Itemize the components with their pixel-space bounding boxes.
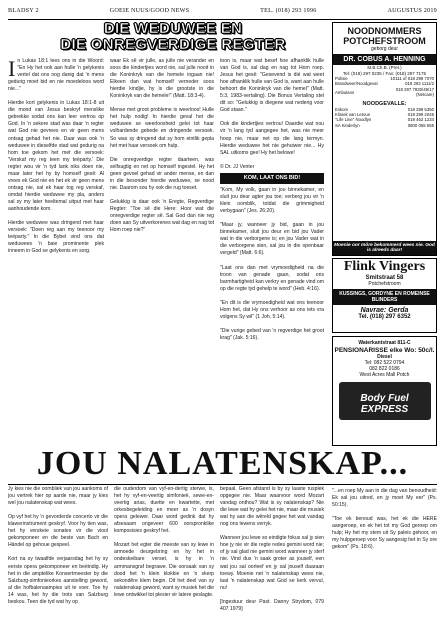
ad1-doctor-name: DR. COBUS A. HENNING bbox=[333, 54, 436, 65]
table-row: "Life Line" Noodlyn 018 462 1234 bbox=[335, 117, 434, 123]
paper-date: AUGUSTUS 2019 bbox=[387, 7, 437, 14]
article-column-1-text: n Lukas 18:1 lees ons in die Woord: "En Hy het ook aan hulle 'n gelykenis vertel dat ons nog danig dat 'n mens gedurig moet bid en nie moedeloos word nie..." Hierdie kort gelykenis in Lukas 18:1-8 uit die mond van Jesus beskryf menslike gebrekke sodat ons kan leer vertrou op God. In 'n sekere stad was daar 'n regter wat God nie gevrees en vir geen mens ontsag gehad het nie. Daar was ook 'n weduwee in dieselfde stad wat gedurig na hom toe gekom het met die versoek: 'Verskaf my reg teen my teëparty.' Die regter wou vir 'n tyd lank niks doen nie, maar later het hy by homself gesê: Al vrees ek God nie en het ek vir geen mens ontsag nie, sal ek haar tog reg verskaf, omdat hierdie weduwee my pla, anders sal sy my later heeltemal uitput met haar aanhoudende kom. Hierdie weduwee was dringend met haar versoek: "Doen reg aan my teenoor my teëparty." In die Bybel vind ons dat weduwees 'n baie prominente plek inneem in God se gelykenis en sorg. bbox=[8, 58, 104, 255]
body-fuel-logo bbox=[339, 382, 431, 420]
table-row: Polisie 10111 of 018 299 7070 bbox=[335, 76, 434, 81]
bottom-column-3-text: bepaal. Geen afstand is by sy laaste rusplek opgegee nie. Maar waarvoor word Mozart vandag onthou? Wat is sy nalatenskap? Nie die lewe wat hy gelei het nie, maar die musiek wat hy aan die wêreld gegee het wat vandag nog ons lewens verryk. Wanneer jou lewe so eindigte fokus sal jy sien hoe jy nie vir die regte redes gemini word nie; of jy sal glad nie gemini word wanneer jy sterf nie. Vind dus 'n saak groter as jouself, een wat jou sal oorleef en jy sal jouself daaraan toewy. Moenie net 'n nalatenskap wees nie, laat 'n nalatenskap wat God se kerk vervul, nu! [Ingestuur deur Past. Danny Strydom, 079 407 1979] bbox=[220, 486, 325, 612]
ad3-pensioners: PENSIONARISSE elke Wo: 50c/l. bbox=[334, 346, 435, 354]
flink-vingers-ad bbox=[332, 258, 437, 333]
ad1-degree: M.B.Ch.B. (Pret.) bbox=[367, 65, 402, 70]
bottom-column-3 bbox=[220, 486, 324, 634]
noodnommers-ad bbox=[332, 22, 437, 256]
ad1-noodgevalle-heading: NOODGEVALLE: bbox=[362, 100, 407, 107]
bottom-column-1 bbox=[8, 486, 108, 634]
prayer-verses-text: "Kom, My volk, gaan in jou binnekamer, en sluit jou deur agter jou toe; verberg jou vir 'n klein oomblik, totdat die grimmigheid verbygaan" (Jes. 26:20). "Maar jy, wanneer jy bid, gaan in jou binnekamer, sluit jou deur en bid jou Vader wat in die verborgene is; en jou Vader wat in die verborgene sien, sal jou in die openbaar vergeld" (Matt. 6:6). "Laat ons dan met vrymoedigheid na die troon van genade gaan, sodat ons barmhartigheid kan verkry en genade vind om op die regte tyd gehelp te word" (Heb. 4:16). "En dit is die vrymoedigheid wat ons teenoor Hom het, dat Hy ons verhoor as ons iets vra volgens Sy wil" (1 Joh. 5:14). "Die vurige gebed van 'n regverdige het groot krag" (Jak. 5:16). bbox=[220, 187, 324, 342]
paper-name: GOEIE NUUS/GOOD NEWS bbox=[109, 7, 190, 14]
article-column-3 bbox=[220, 58, 324, 343]
article-headline bbox=[14, 21, 332, 55]
headline-line-1: DIE WEDUWEE EN bbox=[103, 20, 243, 37]
ad2-products-band: KUSSINGS, GORDYNE EN ROMEINSE BLINDERS bbox=[333, 289, 436, 305]
body-fuel-ad bbox=[332, 336, 437, 446]
page-header bbox=[8, 7, 437, 18]
article-column-2-text: waar Ek sê vir julle, as julle nie verander en soos die kindertjies word nie, sal julle nooit in die Koninkryk van die hemele ingaan nie! Elkeen dan wat homself verneder soos hierdie kindjie, hy is die grootste in die Koninkryk van die hemele!" (Matt. 18:3-4). Mense met groot probleme is weerloos! Hulle het hulp nodig! In hierdie geval het die weduwee se weerloosheid gelei tot haar volhardende gebede en dringende versoek. So was sy dringend dat sy hom eintlik gepla het met haar versoek om hulp. Die onregverdige regter daarteen, was selfsugtig en net op homself ingestel. Hy het geen gevoel gehad vir ander mense, en dan in die besonder hierdie weduwee, se nood nie. Daarom sou hy ook die rug toeset. Gelukkig is daar ook 'n Eregte, Regverdige Regter: "Toe sê die Here: Hoor wat die onregverdige regter sê. Sal God dan nie reg doen aan Sy uitverkorenes wat dag en nag tot Hom roep nie?" bbox=[110, 58, 214, 234]
psalm-text-body: "...en roep My aan in die dag van benoudheid: Ek sal jou uitred, en jy moet My eer" (Ps. 50:15). "Toe ek benoud was, het ek die HERE aangeroep, en ek het tot my God geroep om hulp; Hy het my stem uit Sy paleis gehoor, en my hulpgeroep voor Sy aangesig het in Sy ore gekom" (Ps. 18:6). bbox=[332, 488, 437, 551]
ad1-title-2: POTCHEFSTROOM bbox=[333, 36, 436, 46]
ad3-tel-1: Tel: 082 522 0794 bbox=[364, 360, 405, 366]
ad1-contact: Tel: (018) 297 0235 / Fax: (018) 297 7175 bbox=[342, 70, 427, 76]
table-row: Brandweer/Noodgeval 018 293 1111/2 bbox=[335, 81, 434, 87]
table-row: Kliniek van Letoun 018 299 2045 bbox=[335, 112, 434, 118]
bottom-headline: JOU NALATENSKAP... bbox=[36, 445, 409, 482]
bottom-column-2-text: die ouderdom van vyf-en-dertig sterwe, is, het hy vyf-en-veertig simfonieë, sewe-en-veertig arias, duette en kwartette, met orkesbegeleiding en meer as 'n dosyn opera gelewer. Daar word gedink dat hy afsesaam ongeveer 600 oorspronklike komposisies geskryf het. Mozart het egter die meeste van sy lewe in armoede deurgebring en hy het in ondeskeibare verset, is hy in 'n armmansgraf begrawe. Die oorsaak van sy dood het 'n klein klokkie en 'n skerp sekondêre klem begin. Dit het deel van sy nalatenskap geword, want sy musiek het die lewe ontwikkel tot plesier vir latere geslagte. bbox=[114, 486, 214, 598]
psalm-text bbox=[332, 488, 437, 634]
kom-laat-ons-bid-banner: KOM, LAAT ONS BID! bbox=[220, 173, 324, 184]
article-column-1 bbox=[8, 58, 104, 343]
ad2-navrae: Navrae: Gerda bbox=[360, 307, 409, 314]
drop-cap: I bbox=[8, 56, 16, 81]
ad3-tel-2: 082 822 0186 bbox=[369, 366, 400, 372]
ad3-location: West Acres Mall Potch bbox=[359, 372, 410, 378]
ad2-town: Potchefstroom bbox=[368, 281, 401, 287]
table-row: SA Kinderlyn 0800 055 555 bbox=[335, 122, 434, 128]
headline-line-2: DIE ONREGVERDIGE REGTER bbox=[60, 36, 286, 53]
ad1-title-1: NOODNOMMERS bbox=[333, 23, 436, 36]
article-column-2 bbox=[110, 58, 214, 343]
bottom-rule bbox=[8, 484, 437, 485]
paper-tel: TEL. (018) 293 1996 bbox=[260, 7, 317, 14]
page-number: BLADSY 2 bbox=[8, 7, 39, 14]
ad2-address: Smitstraat 58 bbox=[365, 275, 404, 281]
ad1-sponsor-label: geborg deur bbox=[371, 46, 398, 52]
ad3-diesel: Diesel bbox=[377, 353, 392, 360]
table-row: Ambulans 018 297 7830/49/17 (Netcare) bbox=[335, 86, 434, 98]
bottom-column-1-text: Jy kies nie die oombliek van jou aankoms of jou vertrek hier op aarde nie, maar jy kies wel jou nalatenskap wat wees. Op vyf het hy 'n gevorderde concerto vir die klawerinstrument geskryf. Voor hy tien was, het hy verskeie sonates vir die viool gekomponeer en die beste van Bach en Händel op gehoue gespeel. Kort na sy twaalfde verjaarsdag het hy sy eerste opera gekomponeer en beëindig. Hy het in die amptelike Konsertmeester by die Salzburg-simfonieorkes aanstelling geword, al die hofbalenaampies uit te voer. Toe hy 14 was, het hy die trots van Salzburg beskou. Teen die tyd wat hy op bbox=[8, 486, 108, 605]
table-row: Eskom 018 299 5350 bbox=[335, 106, 434, 112]
ad2-title: Flink Vingers bbox=[343, 259, 426, 274]
bottom-column-2 bbox=[114, 486, 214, 634]
ad1-emergency-table bbox=[333, 76, 436, 98]
ad1-motto: Moenie oor môre bekommerd wees nie. God is alreeds daar! bbox=[334, 243, 435, 253]
body-fuel-logo-text: Body Fuel EXPRESS bbox=[360, 393, 409, 415]
article-column-3-text: toon is, maar wat besef hoe afhanklik hulle van God is, sal dag en nag tot Hom roep. Jesus het gesê: "Gesevend is dié wat weet hoe afhanklik hulle van God is, want aan hulle behoort die Koninkryk van die hemel" (Matt. 5:3, 1983-vertaling). Die Bonus Vertaling stel dit so: "Gelukkig is diegene wat nederig voor God staan." Ook die kindertjies vertrou! Daardie wat nou vir 'n lang tyd aangegee het, was nie meer hoop nie, maar net op die lang termyn. Hierdie weduwee het nie gehuiwer nie... Hy SAL uitkoms gee! Hy het belowe! © Dr. JJ Venter bbox=[220, 58, 324, 170]
ad2-tel: Tel. (018) 297 6352 bbox=[358, 314, 411, 320]
ad3-address: Waterkantstraat 811-C bbox=[358, 340, 411, 346]
ad1-emergency-table-2 bbox=[333, 107, 436, 129]
